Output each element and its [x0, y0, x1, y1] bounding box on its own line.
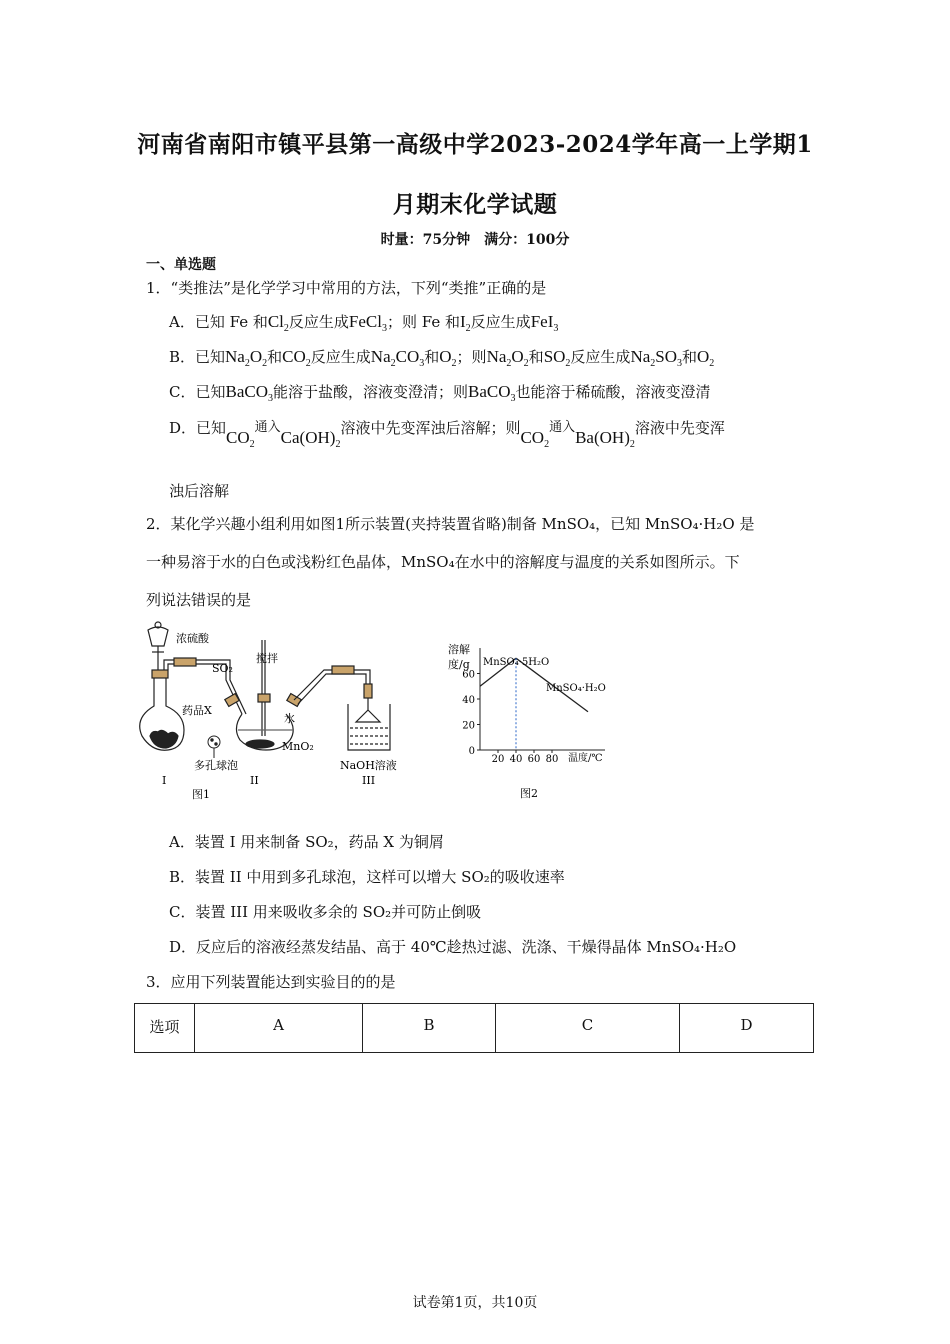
bubble-bulb-icon — [208, 736, 220, 758]
q2-stem-line1: 2．某化学兴趣小组利用如图1所示装置(夹持装置省略)制备 MnSO₄，已知 MnSO₄·H₂O 是 — [146, 515, 755, 533]
chart-ylabel-2: 度/g — [448, 658, 470, 671]
figure-1-apparatus — [138, 618, 408, 803]
figure-2-caption: 图2 — [520, 787, 538, 800]
y-tick-label: 0 — [468, 746, 475, 757]
label-I: I — [162, 774, 167, 787]
label-drug-x: 药品X — [182, 704, 212, 717]
figure-1-caption: 图1 — [192, 788, 210, 801]
figure-2-solubility-chart — [440, 640, 620, 805]
q2-option-a: A．装置 I 用来制备 SO₂，药品 X 为铜屑 — [169, 833, 444, 851]
label-so2: SO₂ — [212, 662, 233, 675]
label-stir: 搅拌 — [256, 652, 278, 665]
exam-subtitle: 时量：75分钟 满分：100分 — [380, 232, 570, 248]
exam-title-line1: 河南省南阳市镇平县第一高级中学2023-2024学年高一上学期1 — [137, 131, 813, 158]
table-row — [135, 1004, 814, 1053]
chart-ylabel-1: 溶解 — [448, 643, 470, 656]
outlet-tube — [294, 666, 380, 722]
q1-option-d-continued: 浊后溶解 — [169, 482, 230, 500]
y-tick-label: 40 — [462, 695, 475, 706]
table-cell-a: A — [195, 1004, 363, 1053]
y-tick-label: 60 — [462, 669, 475, 681]
series-label-pentahydrate: MnSO₄·5H₂O — [483, 657, 550, 668]
label-II: II — [250, 774, 259, 787]
label-bubble: 多孔球泡 — [194, 759, 238, 772]
q2-option-b: B．装置 II 中用到多孔球泡，这样可以增大 SO₂的吸收速率 — [169, 868, 565, 886]
exam-title-line2: 月期末化学试题 — [392, 191, 558, 218]
q3-options-table — [134, 1003, 814, 1053]
q2-stem-line3: 列说法错误的是 — [146, 591, 252, 609]
label-III: III — [362, 774, 376, 787]
chart-xlabel: 温度/℃ — [568, 753, 603, 764]
section-heading: 一、单选题 — [146, 257, 216, 273]
q2-option-d: D．反应后的溶液经蒸发结晶、高于 40℃趁热过滤、洗涤、干燥得晶体 MnSO₄·H₂O — [169, 938, 737, 956]
x-tick-label: 80 — [545, 754, 559, 765]
x-tick-label: 20 — [491, 754, 505, 765]
q2-option-c: C．装置 III 用来吸收多余的 SO₂并可防止倒吸 — [169, 903, 482, 921]
table-cell-b: B — [363, 1004, 496, 1053]
q1-option-a: A．已知 Fe 和$Cl_2$反应生成FeCl$_3$；则 Fe 和$I_2$反应生成FeI$_3$ — [169, 312, 559, 334]
q1-option-c: C．已知BaCO$_3$能溶于盐酸，溶液变澄清；则BaCO$_3$也能溶于稀硫酸，溶液变澄清 — [169, 382, 711, 404]
label-mno2: MnO₂ — [282, 740, 314, 753]
x-tick-label: 60 — [527, 754, 541, 765]
table-cell-c: C — [496, 1004, 680, 1053]
page-footer: 试卷第1页，共10页 — [412, 1295, 538, 1311]
series-label-monohydrate: MnSO₄·H₂O — [546, 683, 606, 694]
label-water: 水 — [284, 712, 295, 725]
label-acid: 浓硫酸 — [176, 632, 209, 645]
table-cell-d: D — [680, 1004, 814, 1053]
y-tick-label: 20 — [462, 720, 475, 732]
label-naoh: NaOH溶液 — [340, 759, 397, 772]
flask-I-icon — [140, 670, 184, 750]
x-tick-label: 40 — [509, 754, 523, 765]
q2-stem-line2: 一种易溶于水的白色或浅粉红色晶体，MnSO₄在水中的溶解度与温度的关系如图所示。下 — [146, 553, 740, 571]
q1-stem: 1．“类推法”是化学学习中常用的方法，下列“类推”正确的是 — [146, 279, 547, 297]
q1-option-d: D．已知$CO_2$通入$Ca(OH)_2$溶液中先变浑浊后溶解；则$CO_2$通入$Ba(OH)_2$溶液中先变浑 — [169, 419, 725, 450]
q3-stem: 3．应用下列装置能达到实验目的的是 — [146, 973, 396, 991]
q1-option-b: B．已知$Na_2O_2$和$CO_2$反应生成$Na_2CO_3$和$O_2$；则$Na_2O_2$和$SO_2$反应生成$Na_2SO_3$和$O_2$ — [169, 347, 715, 369]
table-cell-header: 选项 — [135, 1004, 195, 1053]
